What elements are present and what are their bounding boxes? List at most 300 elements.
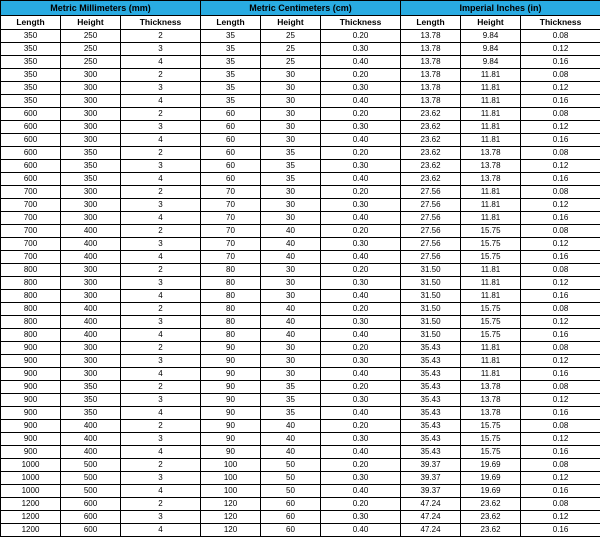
cell-24-5: 0.20 xyxy=(321,342,401,355)
cell-27-8: 0.08 xyxy=(521,381,600,394)
cell-36-4: 60 xyxy=(261,498,321,511)
cell-0-7: 9.84 xyxy=(461,30,521,43)
cell-1-8: 0.12 xyxy=(521,43,600,56)
unit-group-header-row xyxy=(1,1,600,16)
cell-17-4: 40 xyxy=(261,251,321,264)
cell-11-7: 13.78 xyxy=(461,173,521,186)
cell-16-1: 400 xyxy=(61,238,121,251)
cell-28-4: 35 xyxy=(261,394,321,407)
cell-22-1: 400 xyxy=(61,316,121,329)
cell-16-4: 40 xyxy=(261,238,321,251)
cell-31-7: 15.75 xyxy=(461,433,521,446)
cell-20-3: 80 xyxy=(201,290,261,303)
cell-30-4: 40 xyxy=(261,420,321,433)
cell-13-4: 30 xyxy=(261,199,321,212)
table-row xyxy=(1,225,600,238)
cell-28-2: 3 xyxy=(121,394,201,407)
table-row xyxy=(1,472,600,485)
table-head xyxy=(1,1,600,30)
table-row xyxy=(1,355,600,368)
cell-17-7: 15.75 xyxy=(461,251,521,264)
cell-8-0: 600 xyxy=(1,134,61,147)
cell-28-0: 900 xyxy=(1,394,61,407)
cell-12-2: 2 xyxy=(121,186,201,199)
cell-11-3: 60 xyxy=(201,173,261,186)
cell-9-8: 0.08 xyxy=(521,147,600,160)
cell-1-4: 25 xyxy=(261,43,321,56)
table-row xyxy=(1,160,600,173)
cell-14-5: 0.40 xyxy=(321,212,401,225)
cell-35-3: 100 xyxy=(201,485,261,498)
cell-13-1: 300 xyxy=(61,199,121,212)
cell-4-7: 11.81 xyxy=(461,82,521,95)
cell-3-2: 2 xyxy=(121,69,201,82)
cell-29-1: 350 xyxy=(61,407,121,420)
cell-18-1: 300 xyxy=(61,264,121,277)
cell-3-5: 0.20 xyxy=(321,69,401,82)
cell-31-1: 400 xyxy=(61,433,121,446)
cell-8-2: 4 xyxy=(121,134,201,147)
cell-29-6: 35.43 xyxy=(401,407,461,420)
table-row xyxy=(1,251,600,264)
group-header-0: Metric Millimeters (mm) xyxy=(1,1,201,16)
table-row xyxy=(1,394,600,407)
cell-38-0: 1200 xyxy=(1,524,61,537)
cell-3-8: 0.08 xyxy=(521,69,600,82)
cell-26-8: 0.16 xyxy=(521,368,600,381)
cell-19-3: 80 xyxy=(201,277,261,290)
table-row xyxy=(1,303,600,316)
cell-36-0: 1200 xyxy=(1,498,61,511)
cell-24-0: 900 xyxy=(1,342,61,355)
cell-2-4: 25 xyxy=(261,56,321,69)
cell-6-5: 0.20 xyxy=(321,108,401,121)
cell-32-8: 0.16 xyxy=(521,446,600,459)
column-header-1: Height xyxy=(61,16,121,30)
cell-6-4: 30 xyxy=(261,108,321,121)
cell-19-1: 300 xyxy=(61,277,121,290)
cell-17-6: 27.56 xyxy=(401,251,461,264)
cell-18-8: 0.08 xyxy=(521,264,600,277)
cell-20-7: 11.81 xyxy=(461,290,521,303)
cell-0-4: 25 xyxy=(261,30,321,43)
cell-0-6: 13.78 xyxy=(401,30,461,43)
cell-21-0: 800 xyxy=(1,303,61,316)
cell-37-7: 23.62 xyxy=(461,511,521,524)
cell-7-0: 600 xyxy=(1,121,61,134)
cell-29-3: 90 xyxy=(201,407,261,420)
cell-30-5: 0.20 xyxy=(321,420,401,433)
table-row xyxy=(1,511,600,524)
cell-12-4: 30 xyxy=(261,186,321,199)
cell-30-2: 2 xyxy=(121,420,201,433)
cell-22-3: 80 xyxy=(201,316,261,329)
cell-22-4: 40 xyxy=(261,316,321,329)
cell-4-5: 0.30 xyxy=(321,82,401,95)
cell-23-0: 800 xyxy=(1,329,61,342)
cell-1-2: 3 xyxy=(121,43,201,56)
cell-36-5: 0.20 xyxy=(321,498,401,511)
cell-38-7: 23.62 xyxy=(461,524,521,537)
cell-12-7: 11.81 xyxy=(461,186,521,199)
cell-15-0: 700 xyxy=(1,225,61,238)
cell-33-3: 100 xyxy=(201,459,261,472)
cell-4-2: 3 xyxy=(121,82,201,95)
table-row xyxy=(1,446,600,459)
cell-8-5: 0.40 xyxy=(321,134,401,147)
cell-14-2: 4 xyxy=(121,212,201,225)
cell-35-1: 500 xyxy=(61,485,121,498)
cell-29-0: 900 xyxy=(1,407,61,420)
cell-18-4: 30 xyxy=(261,264,321,277)
cell-15-5: 0.20 xyxy=(321,225,401,238)
cell-2-0: 350 xyxy=(1,56,61,69)
cell-18-7: 11.81 xyxy=(461,264,521,277)
table-row xyxy=(1,524,600,537)
column-header-4: Height xyxy=(261,16,321,30)
cell-25-2: 3 xyxy=(121,355,201,368)
cell-9-7: 13.78 xyxy=(461,147,521,160)
cell-5-5: 0.40 xyxy=(321,95,401,108)
table-row xyxy=(1,95,600,108)
cell-31-3: 90 xyxy=(201,433,261,446)
cell-6-3: 60 xyxy=(201,108,261,121)
table-row xyxy=(1,290,600,303)
table-row xyxy=(1,407,600,420)
cell-19-2: 3 xyxy=(121,277,201,290)
cell-23-4: 40 xyxy=(261,329,321,342)
cell-25-1: 300 xyxy=(61,355,121,368)
table-row xyxy=(1,43,600,56)
cell-9-0: 600 xyxy=(1,147,61,160)
cell-23-6: 31.50 xyxy=(401,329,461,342)
cell-0-5: 0.20 xyxy=(321,30,401,43)
cell-2-1: 250 xyxy=(61,56,121,69)
cell-22-7: 15.75 xyxy=(461,316,521,329)
cell-1-3: 35 xyxy=(201,43,261,56)
cell-33-5: 0.20 xyxy=(321,459,401,472)
cell-34-3: 100 xyxy=(201,472,261,485)
cell-14-6: 27.56 xyxy=(401,212,461,225)
cell-18-5: 0.20 xyxy=(321,264,401,277)
cell-1-7: 9.84 xyxy=(461,43,521,56)
cell-14-1: 300 xyxy=(61,212,121,225)
cell-29-2: 4 xyxy=(121,407,201,420)
table-row xyxy=(1,186,600,199)
cell-13-2: 3 xyxy=(121,199,201,212)
cell-36-1: 600 xyxy=(61,498,121,511)
cell-23-3: 80 xyxy=(201,329,261,342)
column-header-0: Length xyxy=(1,16,61,30)
cell-9-5: 0.20 xyxy=(321,147,401,160)
cell-25-8: 0.12 xyxy=(521,355,600,368)
cell-34-1: 500 xyxy=(61,472,121,485)
cell-30-3: 90 xyxy=(201,420,261,433)
cell-5-3: 35 xyxy=(201,95,261,108)
table-row xyxy=(1,199,600,212)
cell-34-0: 1000 xyxy=(1,472,61,485)
table-row xyxy=(1,147,600,160)
cell-30-8: 0.08 xyxy=(521,420,600,433)
cell-16-7: 15.75 xyxy=(461,238,521,251)
table-row xyxy=(1,82,600,95)
cell-1-0: 350 xyxy=(1,43,61,56)
cell-27-3: 90 xyxy=(201,381,261,394)
cell-20-5: 0.40 xyxy=(321,290,401,303)
cell-10-7: 13.78 xyxy=(461,160,521,173)
cell-35-2: 4 xyxy=(121,485,201,498)
cell-3-6: 13.78 xyxy=(401,69,461,82)
table-row xyxy=(1,420,600,433)
cell-5-6: 13.78 xyxy=(401,95,461,108)
cell-4-1: 300 xyxy=(61,82,121,95)
cell-11-0: 600 xyxy=(1,173,61,186)
cell-22-8: 0.12 xyxy=(521,316,600,329)
cell-19-6: 31.50 xyxy=(401,277,461,290)
cell-32-0: 900 xyxy=(1,446,61,459)
cell-3-3: 35 xyxy=(201,69,261,82)
cell-35-8: 0.16 xyxy=(521,485,600,498)
cell-20-4: 30 xyxy=(261,290,321,303)
cell-34-7: 19.69 xyxy=(461,472,521,485)
cell-3-4: 30 xyxy=(261,69,321,82)
cell-22-2: 3 xyxy=(121,316,201,329)
table-row xyxy=(1,212,600,225)
cell-21-8: 0.08 xyxy=(521,303,600,316)
cell-27-0: 900 xyxy=(1,381,61,394)
cell-24-6: 35.43 xyxy=(401,342,461,355)
table-row xyxy=(1,381,600,394)
cell-17-3: 70 xyxy=(201,251,261,264)
cell-6-8: 0.08 xyxy=(521,108,600,121)
cell-6-2: 2 xyxy=(121,108,201,121)
cell-6-6: 23.62 xyxy=(401,108,461,121)
table-row xyxy=(1,264,600,277)
cell-2-6: 13.78 xyxy=(401,56,461,69)
cell-29-8: 0.16 xyxy=(521,407,600,420)
cell-37-1: 600 xyxy=(61,511,121,524)
cell-28-8: 0.12 xyxy=(521,394,600,407)
cell-37-0: 1200 xyxy=(1,511,61,524)
cell-33-0: 1000 xyxy=(1,459,61,472)
cell-7-7: 11.81 xyxy=(461,121,521,134)
cell-11-8: 0.16 xyxy=(521,173,600,186)
cell-38-3: 120 xyxy=(201,524,261,537)
cell-19-7: 11.81 xyxy=(461,277,521,290)
cell-10-8: 0.12 xyxy=(521,160,600,173)
cell-37-8: 0.12 xyxy=(521,511,600,524)
cell-14-7: 11.81 xyxy=(461,212,521,225)
cell-25-0: 900 xyxy=(1,355,61,368)
cell-14-0: 700 xyxy=(1,212,61,225)
group-header-1: Metric Centimeters (cm) xyxy=(201,1,401,16)
cell-32-7: 15.75 xyxy=(461,446,521,459)
table-row xyxy=(1,134,600,147)
cell-5-8: 0.16 xyxy=(521,95,600,108)
cell-0-2: 2 xyxy=(121,30,201,43)
column-header-row xyxy=(1,16,600,30)
cell-10-3: 60 xyxy=(201,160,261,173)
cell-2-5: 0.40 xyxy=(321,56,401,69)
cell-5-2: 4 xyxy=(121,95,201,108)
cell-36-2: 2 xyxy=(121,498,201,511)
cell-8-8: 0.16 xyxy=(521,134,600,147)
cell-20-0: 800 xyxy=(1,290,61,303)
cell-4-4: 30 xyxy=(261,82,321,95)
cell-18-0: 800 xyxy=(1,264,61,277)
cell-15-3: 70 xyxy=(201,225,261,238)
cell-21-2: 2 xyxy=(121,303,201,316)
cell-26-0: 900 xyxy=(1,368,61,381)
table-row xyxy=(1,459,600,472)
table-row xyxy=(1,329,600,342)
column-header-6: Length xyxy=(401,16,461,30)
group-header-2: Imperial Inches (in) xyxy=(401,1,600,16)
table-row xyxy=(1,433,600,446)
cell-31-6: 35.43 xyxy=(401,433,461,446)
table-row xyxy=(1,56,600,69)
cell-17-2: 4 xyxy=(121,251,201,264)
table-row xyxy=(1,498,600,511)
cell-11-6: 23.62 xyxy=(401,173,461,186)
cell-24-3: 90 xyxy=(201,342,261,355)
cell-7-5: 0.30 xyxy=(321,121,401,134)
cell-16-3: 70 xyxy=(201,238,261,251)
cell-30-1: 400 xyxy=(61,420,121,433)
cell-3-7: 11.81 xyxy=(461,69,521,82)
table-row xyxy=(1,30,600,43)
cell-38-6: 47.24 xyxy=(401,524,461,537)
cell-12-6: 27.56 xyxy=(401,186,461,199)
cell-10-5: 0.30 xyxy=(321,160,401,173)
cell-18-2: 2 xyxy=(121,264,201,277)
cell-14-3: 70 xyxy=(201,212,261,225)
cell-21-5: 0.20 xyxy=(321,303,401,316)
cell-31-8: 0.12 xyxy=(521,433,600,446)
cell-34-4: 50 xyxy=(261,472,321,485)
cell-24-4: 30 xyxy=(261,342,321,355)
cell-32-2: 4 xyxy=(121,446,201,459)
cell-23-2: 4 xyxy=(121,329,201,342)
cell-2-2: 4 xyxy=(121,56,201,69)
cell-17-0: 700 xyxy=(1,251,61,264)
cell-20-1: 300 xyxy=(61,290,121,303)
cell-15-6: 27.56 xyxy=(401,225,461,238)
cell-37-3: 120 xyxy=(201,511,261,524)
cell-5-0: 350 xyxy=(1,95,61,108)
cell-10-6: 23.62 xyxy=(401,160,461,173)
cell-13-0: 700 xyxy=(1,199,61,212)
cell-33-8: 0.08 xyxy=(521,459,600,472)
cell-8-3: 60 xyxy=(201,134,261,147)
cell-23-7: 15.75 xyxy=(461,329,521,342)
cell-32-4: 40 xyxy=(261,446,321,459)
cell-4-0: 350 xyxy=(1,82,61,95)
cell-5-1: 300 xyxy=(61,95,121,108)
cell-30-6: 35.43 xyxy=(401,420,461,433)
cell-21-1: 400 xyxy=(61,303,121,316)
cell-4-3: 35 xyxy=(201,82,261,95)
column-header-8: Thickness xyxy=(521,16,600,30)
cell-38-1: 600 xyxy=(61,524,121,537)
cell-6-7: 11.81 xyxy=(461,108,521,121)
cell-8-6: 23.62 xyxy=(401,134,461,147)
cell-26-5: 0.40 xyxy=(321,368,401,381)
cell-2-7: 9.84 xyxy=(461,56,521,69)
cell-21-7: 15.75 xyxy=(461,303,521,316)
column-header-3: Length xyxy=(201,16,261,30)
cell-27-6: 35.43 xyxy=(401,381,461,394)
cell-37-5: 0.30 xyxy=(321,511,401,524)
cell-7-2: 3 xyxy=(121,121,201,134)
cell-17-8: 0.16 xyxy=(521,251,600,264)
cell-3-0: 350 xyxy=(1,69,61,82)
cell-13-6: 27.56 xyxy=(401,199,461,212)
cell-35-4: 50 xyxy=(261,485,321,498)
cell-5-7: 11.81 xyxy=(461,95,521,108)
cell-15-4: 40 xyxy=(261,225,321,238)
cell-20-2: 4 xyxy=(121,290,201,303)
cell-13-8: 0.12 xyxy=(521,199,600,212)
cell-9-1: 350 xyxy=(61,147,121,160)
cell-38-2: 4 xyxy=(121,524,201,537)
cell-16-2: 3 xyxy=(121,238,201,251)
cell-4-6: 13.78 xyxy=(401,82,461,95)
table-row xyxy=(1,173,600,186)
cell-14-8: 0.16 xyxy=(521,212,600,225)
cell-1-6: 13.78 xyxy=(401,43,461,56)
cell-21-3: 80 xyxy=(201,303,261,316)
cell-16-6: 27.56 xyxy=(401,238,461,251)
cell-7-6: 23.62 xyxy=(401,121,461,134)
cell-26-4: 30 xyxy=(261,368,321,381)
cell-38-5: 0.40 xyxy=(321,524,401,537)
cell-17-5: 0.40 xyxy=(321,251,401,264)
cell-29-5: 0.40 xyxy=(321,407,401,420)
cell-9-3: 60 xyxy=(201,147,261,160)
table-row xyxy=(1,69,600,82)
cell-27-5: 0.20 xyxy=(321,381,401,394)
cell-11-5: 0.40 xyxy=(321,173,401,186)
cell-32-1: 400 xyxy=(61,446,121,459)
column-header-7: Height xyxy=(461,16,521,30)
cell-3-1: 300 xyxy=(61,69,121,82)
cell-33-4: 50 xyxy=(261,459,321,472)
cell-0-8: 0.08 xyxy=(521,30,600,43)
cell-30-7: 15.75 xyxy=(461,420,521,433)
cell-16-8: 0.12 xyxy=(521,238,600,251)
cell-24-8: 0.08 xyxy=(521,342,600,355)
cell-13-7: 11.81 xyxy=(461,199,521,212)
cell-25-6: 35.43 xyxy=(401,355,461,368)
cell-32-6: 35.43 xyxy=(401,446,461,459)
table-row xyxy=(1,368,600,381)
table-row xyxy=(1,108,600,121)
cell-25-3: 90 xyxy=(201,355,261,368)
cell-25-5: 0.30 xyxy=(321,355,401,368)
cell-10-0: 600 xyxy=(1,160,61,173)
cell-24-7: 11.81 xyxy=(461,342,521,355)
cell-36-3: 120 xyxy=(201,498,261,511)
cell-28-5: 0.30 xyxy=(321,394,401,407)
cell-34-2: 3 xyxy=(121,472,201,485)
cell-10-4: 35 xyxy=(261,160,321,173)
table-row xyxy=(1,485,600,498)
cell-34-5: 0.30 xyxy=(321,472,401,485)
cell-15-7: 15.75 xyxy=(461,225,521,238)
cell-1-5: 0.30 xyxy=(321,43,401,56)
cell-5-4: 30 xyxy=(261,95,321,108)
